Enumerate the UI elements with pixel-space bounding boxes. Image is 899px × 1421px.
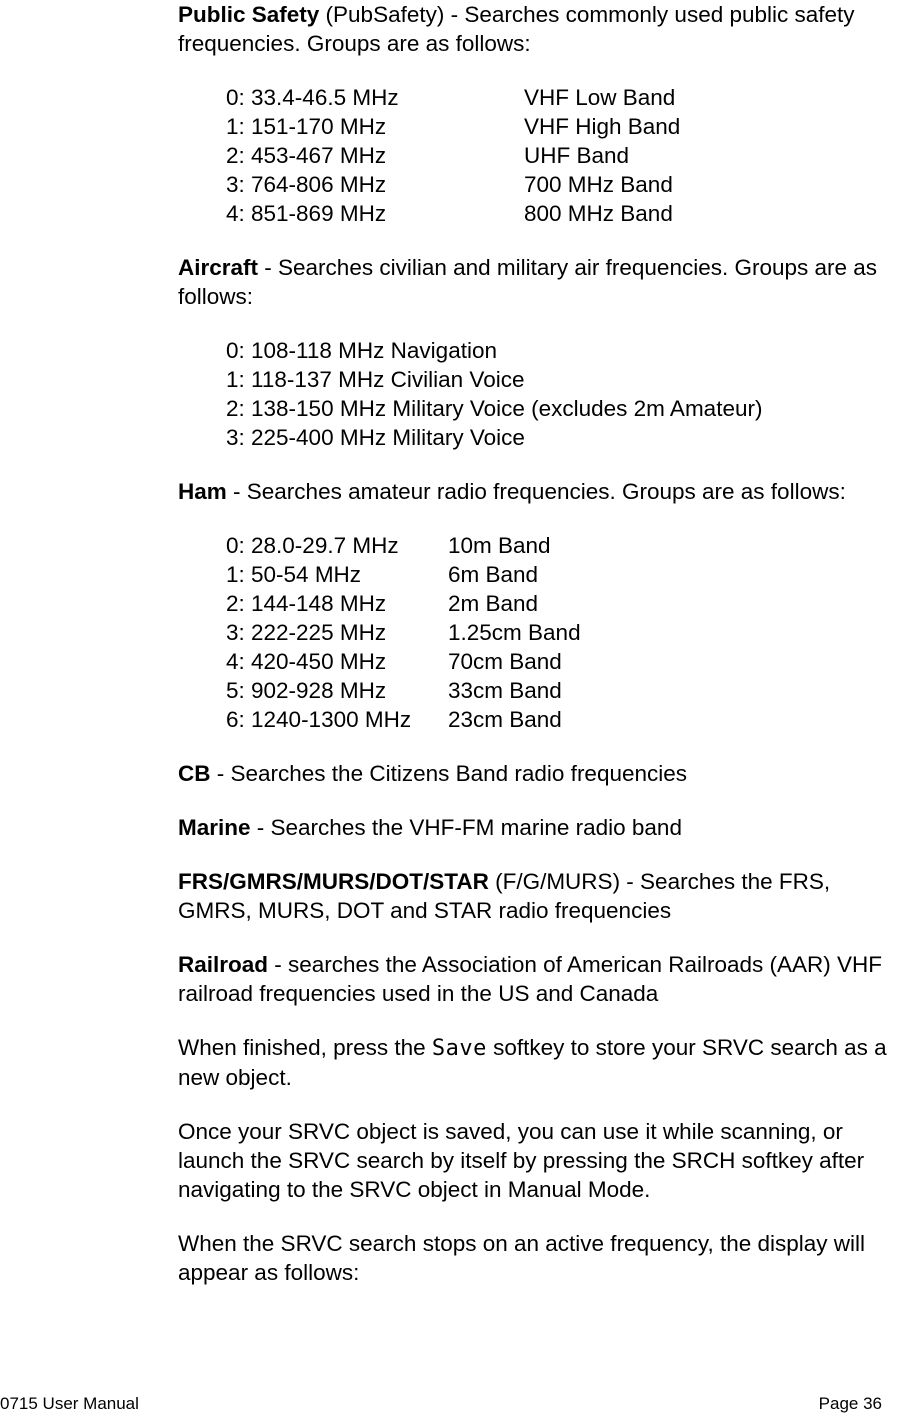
frs-desc: FRS/GMRS/MURS/DOT/STAR (F/G/MURS) - Searches the FRS, GMRS, MURS, DOT and STAR radio frequencies xyxy=(178,869,831,923)
cb-title: CB xyxy=(178,761,211,786)
ham-title: Ham xyxy=(178,479,227,504)
group-row: 0: 28.0-29.7 MHz 10m Band xyxy=(226,533,551,558)
save-softkey-label: Save xyxy=(431,1036,487,1061)
group-row: 4: 851-869 MHz 800 MHz Band xyxy=(226,201,673,226)
group-row: 1: 118-137 MHz Civilian Voice xyxy=(226,367,525,392)
aircraft-title: Aircraft xyxy=(178,255,259,280)
group-row: 3: 764-806 MHz 700 MHz Band xyxy=(226,172,673,197)
saved-object-usage: Once your SRVC object is saved, you can use it while scanning, or launch the SRVC search by itself by pressing the SRCH softkey after navigating to the SRVC object in Manual Mode. xyxy=(178,1119,865,1202)
group-row: 4: 420-450 MHz 70cm Band xyxy=(226,649,562,674)
group-row: 6: 1240-1300 MHz 23cm Band xyxy=(226,707,562,732)
aircraft-groups xyxy=(226,336,899,452)
railroad-title: Railroad xyxy=(178,952,269,977)
group-row: 0: 33.4-46.5 MHz VHF Low Band xyxy=(226,85,676,110)
group-row: 2: 144-148 MHz 2m Band xyxy=(226,591,539,616)
group-row: 2: 138-150 MHz Military Voice (excludes 2m Amateur) xyxy=(226,396,763,421)
railroad-desc: Railroad - searches the Association of American Railroads (AAR) VHF railroad frequencies used in the US and Canada xyxy=(178,952,883,1006)
frs-title: FRS/GMRS/MURS/DOT/STAR xyxy=(178,869,489,894)
group-row: 1: 50-54 MHz 6m Band xyxy=(226,562,539,587)
page-number: Page 36 xyxy=(818,1394,882,1413)
active-frequency-note: When the SRVC search stops on an active frequency, the display will appear as follows: xyxy=(178,1231,866,1285)
public-safety-groups xyxy=(226,83,899,228)
manual-title: 0715 User Manual xyxy=(0,1394,139,1413)
public-safety-title: Public Safety xyxy=(178,2,320,27)
group-row: 5: 902-928 MHz 33cm Band xyxy=(226,678,562,703)
public-safety-desc: Public Safety (PubSafety) - Searches commonly used public safety frequencies. Groups are as follows: xyxy=(178,2,855,56)
save-instruction: When finished, press the Save softkey to store your SRVC search as a new object. xyxy=(178,1035,887,1090)
manual-page-content xyxy=(178,0,899,1312)
marine-desc: Marine - Searches the VHF-FM marine radio band xyxy=(178,815,682,840)
group-row: 3: 225-400 MHz Military Voice xyxy=(226,425,525,450)
ham-desc: Ham - Searches amateur radio frequencies. Groups are as follows: xyxy=(178,479,846,504)
group-row: 3: 222-225 MHz 1.25cm Band xyxy=(226,620,581,645)
aircraft-desc: Aircraft - Searches civilian and military air frequencies. Groups are as follows: xyxy=(178,255,878,309)
ham-groups xyxy=(226,531,899,734)
group-row: 0: 108-118 MHz Navigation xyxy=(226,338,497,363)
marine-title: Marine xyxy=(178,815,251,840)
group-row: 1: 151-170 MHz VHF High Band xyxy=(226,114,681,139)
group-row: 2: 453-467 MHz UHF Band xyxy=(226,143,630,168)
cb-desc: CB - Searches the Citizens Band radio frequencies xyxy=(178,761,688,786)
